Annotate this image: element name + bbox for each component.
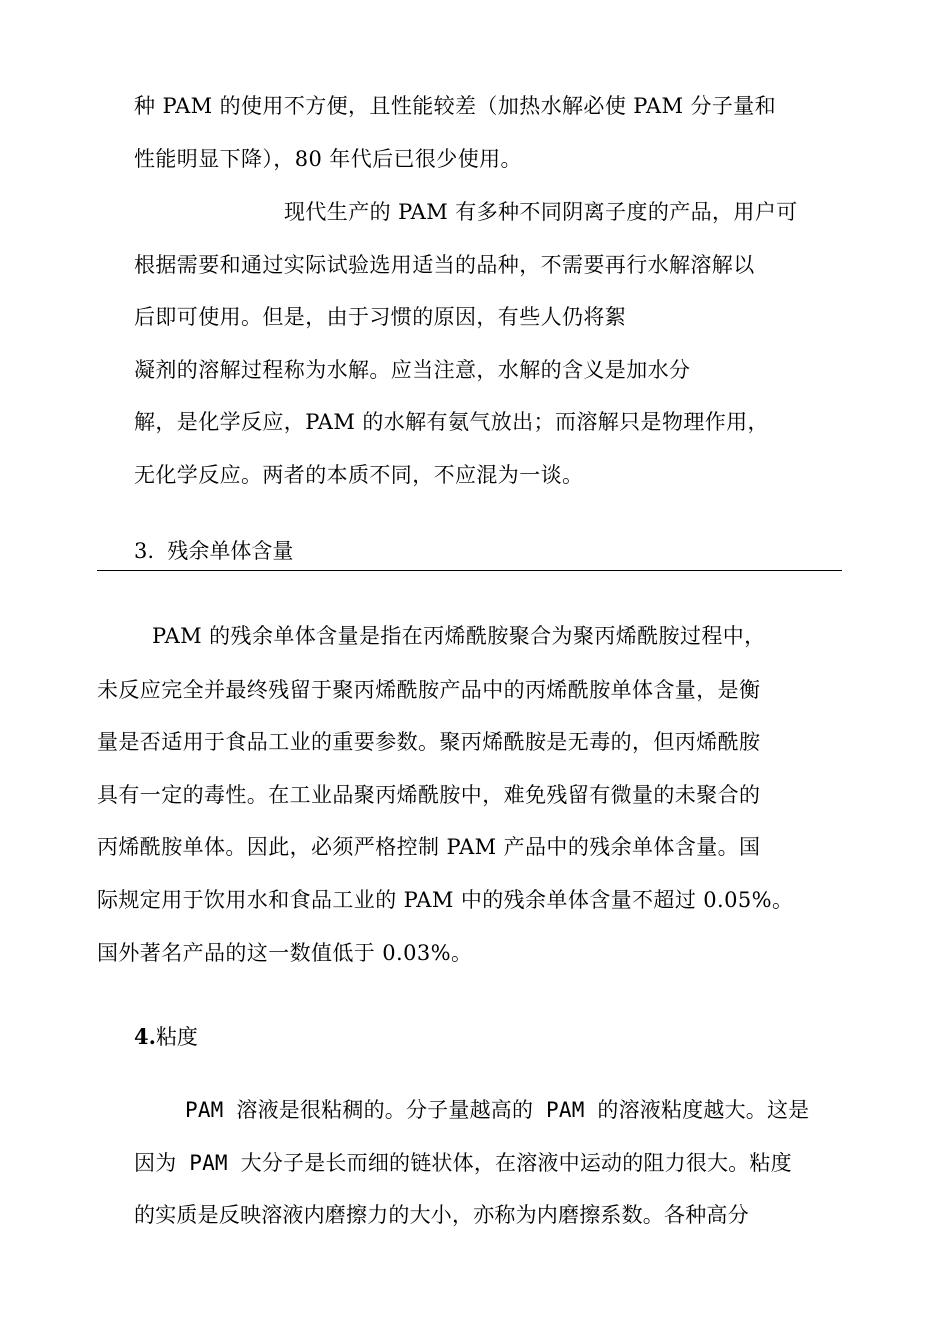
section-title: 粘度 (155, 1025, 198, 1049)
text-line: PAM 溶液是很粘稠的。分子量越高的 PAM 的溶液粘度越大。这是 (185, 1098, 810, 1122)
text-line: 的实质是反映溶液内磨擦力的大小，亦称为内磨擦系数。各种高分 (134, 1203, 749, 1227)
text-line: 国外著名产品的这一数值低于 0.03%。 (97, 941, 473, 965)
section-heading-3 (134, 537, 293, 565)
text-line: 后即可使用。但是，由于习惯的原因，有些人仍将絮 (134, 305, 627, 329)
text-line: 凝剂的溶解过程称为水解。应当注意，水解的含义是加水分 (134, 358, 691, 382)
section-number: 4. (134, 1024, 156, 1049)
text-line: 种 PAM 的使用不方便，且性能较差（加热水解必使 PAM 分子量和 (134, 94, 777, 118)
text-line: 根据需要和通过实际试验选用适当的品种，不需要再行水解溶解以 (134, 253, 755, 277)
text-line: 际规定用于饮用水和食品工业的 PAM 中的残余单体含量不超过 0.05%。 (97, 888, 794, 912)
text-line: 未反应完全并最终残留于聚丙烯酰胺产品中的丙烯酰胺单体含量，是衡 (97, 678, 761, 702)
text-line: 解，是化学反应，PAM 的水解有氨气放出；而溶解只是物理作用， (134, 410, 769, 434)
text-line: 因为 PAM 大分子是长而细的链状体，在溶液中运动的阻力很大。粘度 (134, 1151, 792, 1175)
text-line: PAM 的残余单体含量是指在丙烯酰胺聚合为聚丙烯酰胺过程中， (152, 624, 766, 648)
text-line: 性能明显下降），80 年代后已很少使用。 (134, 147, 522, 171)
section-number: 3. (134, 539, 155, 563)
section-heading-4 (134, 1023, 198, 1051)
text-line: 具有一定的毒性。在工业品聚丙烯酰胺中，难免残留有微量的未聚合的 (97, 783, 761, 807)
text-line: 丙烯酰胺单体。因此，必须严格控制 PAM 产品中的残余单体含量。国 (97, 835, 761, 859)
text-line: 无化学反应。两者的本质不同，不应混为一谈。 (134, 463, 584, 487)
section-divider (97, 570, 842, 571)
section-title: 残余单体含量 (167, 539, 294, 563)
text-line: 现代生产的 PAM 有多种不同阴离子度的产品，用户可 (284, 200, 798, 224)
text-line: 量是否适用于食品工业的重要参数。聚丙烯酰胺是无毒的，但丙烯酰胺 (97, 730, 761, 754)
